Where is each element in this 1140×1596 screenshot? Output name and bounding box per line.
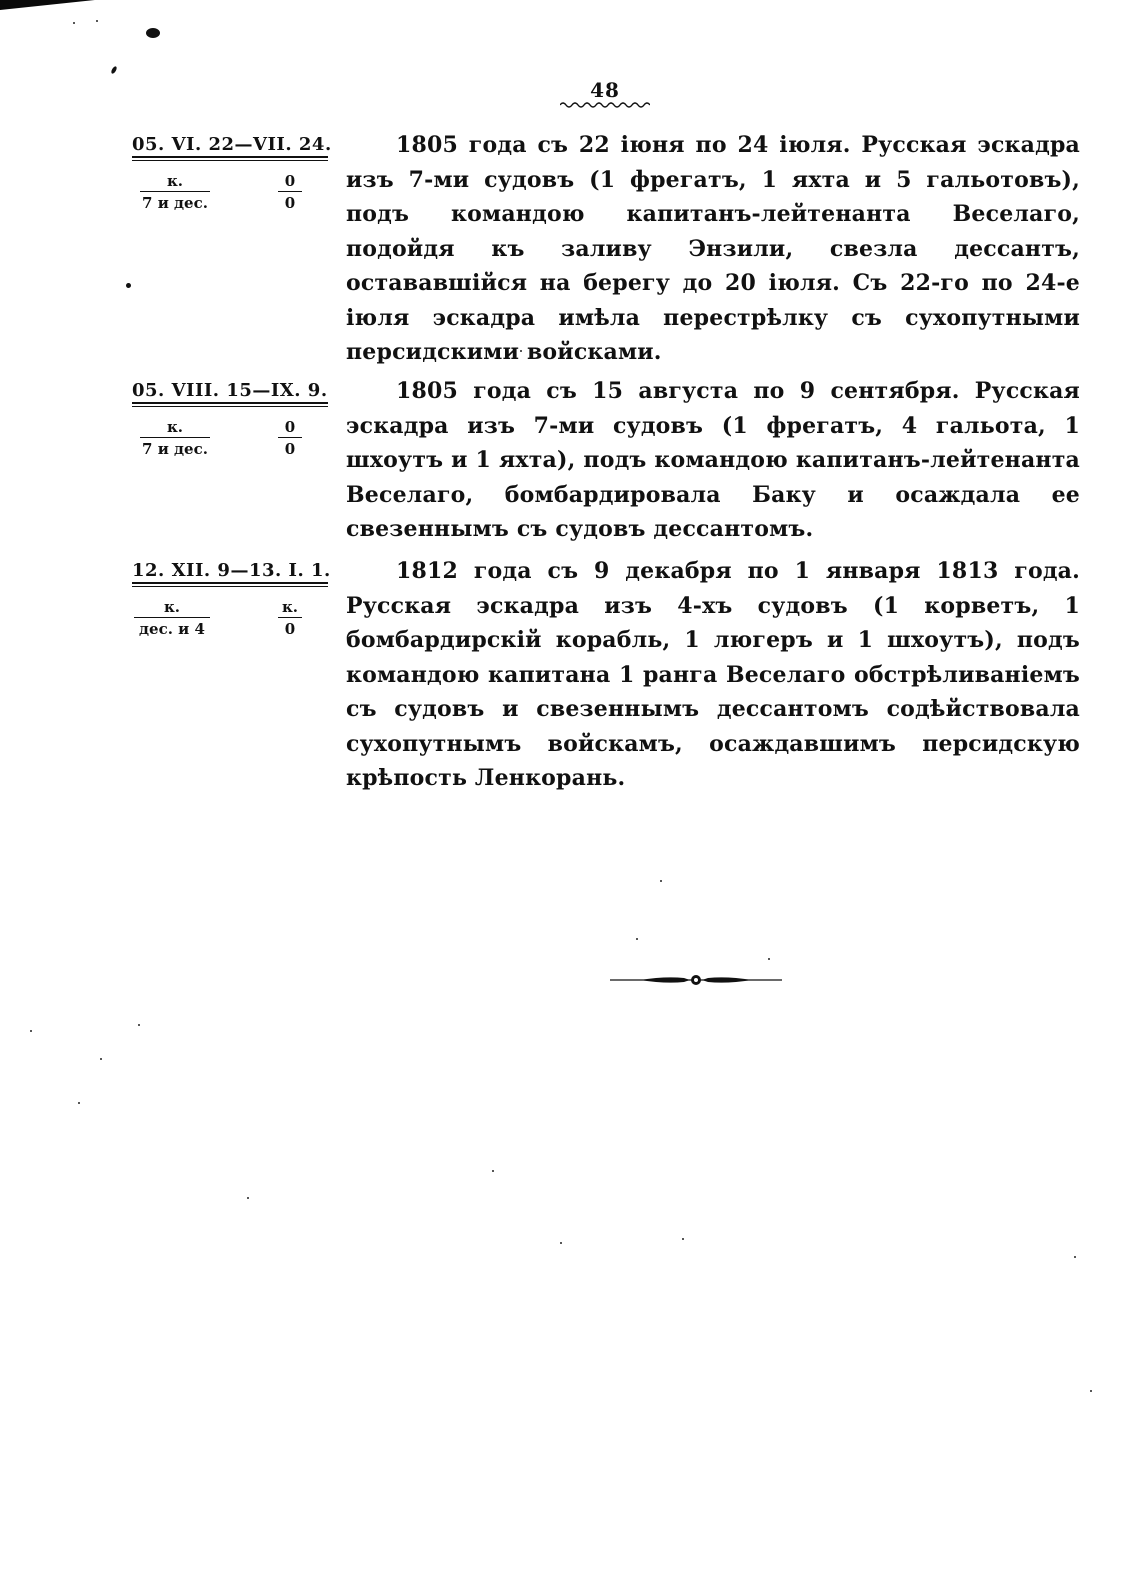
ink-blot xyxy=(146,28,160,38)
speck xyxy=(636,938,638,940)
speck xyxy=(560,1242,562,1244)
speck xyxy=(1090,1390,1092,1392)
fraction-numerator: к. xyxy=(166,172,184,190)
fraction-bar xyxy=(278,617,302,618)
fraction-numerator: 0 xyxy=(284,418,296,436)
speck xyxy=(138,1024,140,1026)
forces-fraction-left xyxy=(140,418,210,458)
fraction-denominator: 7 и дес. xyxy=(142,194,208,212)
fraction-denominator: 7 и дес. xyxy=(142,440,208,458)
fraction-bar xyxy=(140,191,210,192)
losses-fraction-right xyxy=(278,598,302,638)
speck xyxy=(768,958,770,960)
fraction-denominator: дес. и 4 xyxy=(139,620,205,638)
fraction-bar xyxy=(134,617,210,618)
fraction-numerator: 0 xyxy=(284,172,296,190)
page-number-underline xyxy=(560,101,650,109)
fraction-bar xyxy=(140,437,210,438)
entry-date: 05. VI. 22—VII. 24. xyxy=(132,134,332,155)
fraction-bar xyxy=(278,437,302,438)
losses-fraction-right xyxy=(278,172,302,212)
entry-paragraph: 1805 года съ 15 августа по 9 сентября. Русская эскадра изъ 7-ми судовъ (1 фрегатъ, 4 гальота, 1 шхоутъ и 1 яхта), подъ командою капитанъ-лейтенанта Веселаго, бомбардировала Баку и осаждала ее свезеннымъ съ судовъ дессантомъ. xyxy=(346,378,1080,542)
fraction-denominator: 0 xyxy=(284,620,296,638)
fraction-denominator: 0 xyxy=(284,194,296,212)
scan-edge-mark xyxy=(0,0,130,12)
entry-date: 05. VIII. 15—IX. 9. xyxy=(132,380,328,401)
speck xyxy=(492,1170,494,1172)
speck xyxy=(1074,1256,1076,1258)
date-double-rule xyxy=(132,156,328,161)
speck xyxy=(660,880,662,882)
entry-date: 12. XII. 9—13. I. 1. xyxy=(132,560,331,581)
forces-fraction-left xyxy=(140,172,210,212)
date-double-rule xyxy=(132,582,328,587)
speck xyxy=(100,1058,102,1060)
fraction-bar xyxy=(278,191,302,192)
ink-blot xyxy=(110,66,117,75)
speck xyxy=(96,20,98,22)
fraction-denominator: 0 xyxy=(284,440,296,458)
end-ornament xyxy=(610,972,782,988)
forces-fraction-left xyxy=(134,598,210,638)
speck xyxy=(247,1197,249,1199)
speck xyxy=(78,1102,80,1104)
speck xyxy=(682,1238,684,1240)
speck xyxy=(30,1030,32,1032)
fraction-numerator: к. xyxy=(166,418,184,436)
page-number: 48 xyxy=(590,78,620,102)
fraction-numerator: к. xyxy=(281,598,299,616)
entry-paragraph: 1805 года съ 22 іюня по 24 іюля. Русская эскадра изъ 7-ми судовъ (1 фрегатъ, 1 яхта и 5 гальотовъ), подъ командою капитанъ-лейтенанта Веселаго, подойдя къ заливу Энзили, свезла дессантъ, остававшійся на берегу до 20 іюля. Съ 22-го по 24-е іюля эскадра имѣла перестрѣлку съ сухопутными персидскими войсками. xyxy=(346,132,1080,365)
entry-paragraph: 1812 года съ 9 декабря по 1 января 1813 года. Русская эскадра изъ 4-хъ судовъ (1 корветъ, 1 бомбардирскій корабль, 1 люгеръ и 1 шхоутъ), подъ командою капитана 1 ранга Веселаго обстрѣливаніемъ съ судовъ и свезеннымъ дессантомъ содѣйствовала сухопутнымъ войскамъ, осаждавшимъ персидскую крѣпость Ленкорань. xyxy=(346,558,1080,791)
losses-fraction-right xyxy=(278,418,302,458)
speck xyxy=(73,22,75,24)
ink-blot xyxy=(126,283,131,288)
fraction-numerator: к. xyxy=(163,598,181,616)
date-double-rule xyxy=(132,402,328,407)
